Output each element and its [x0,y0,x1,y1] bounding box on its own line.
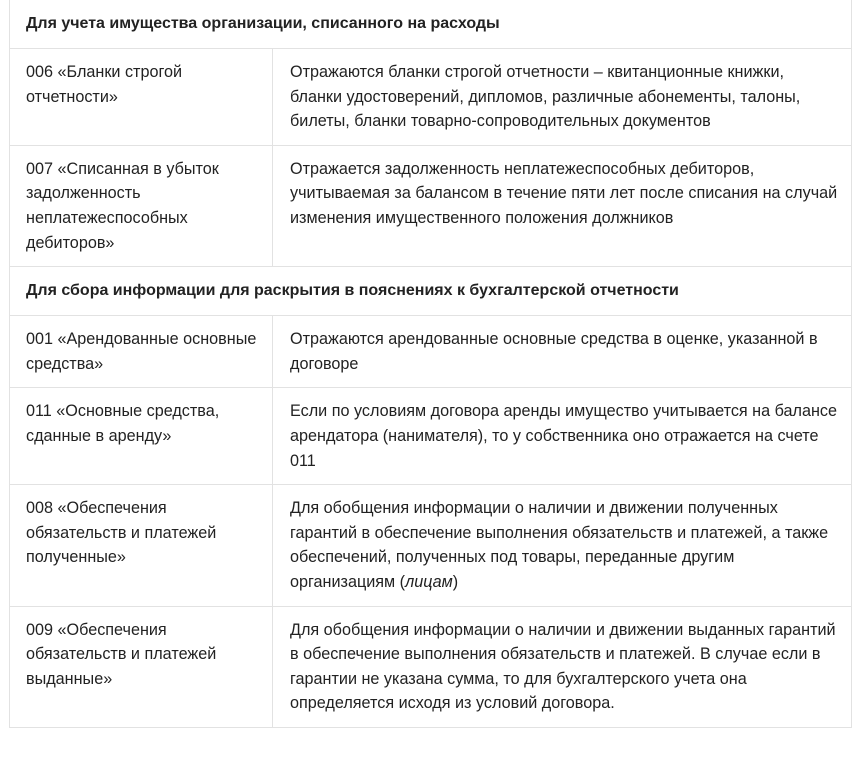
section-header-row [10,0,852,49]
section-header-row [10,267,852,316]
account-cell: 009 «Обеспечения обязательств и платежей выданные» [10,606,273,727]
section-title: Для сбора информации для раскрытия в пояснениях к бухгалтерской отчетности [10,267,852,316]
table-row [10,388,852,485]
account-cell: 001 «Арендованные основные средства» [10,316,273,388]
description-italic-text: лицам [405,572,453,591]
description-cell [273,485,852,606]
account-cell: 011 «Основные средства, сданные в аренду» [10,388,273,485]
description-text-end: ) [452,572,459,591]
section-title: Для учета имущества организации, списанного на расходы [10,0,852,49]
account-cell: 006 «Бланки строгой отчетности» [10,49,273,146]
accounts-table-container [9,0,852,728]
table-row [10,606,852,727]
table-row [10,145,852,266]
description-text: Для обобщения информации о наличии и движении полученных гарантий в обеспечение выполнения обязательств и платежей, а также обеспечений, полученных под товары, переданные другим организациям ( [290,499,829,591]
off-balance-accounts-table [9,0,852,728]
description-cell: Отражаются арендованные основные средства в оценке, указанной в договоре [273,316,852,388]
table-row [10,316,852,388]
account-cell: 007 «Списанная в убыток задолженность неплатежеспособных дебиторов» [10,145,273,266]
description-cell: Отражается задолженность неплатежеспособных дебиторов, учитываемая за балансом в течение пяти лет после списания на случай изменения имущественного положения должников [273,145,852,266]
table-row [10,49,852,146]
description-cell: Если по условиям договора аренды имущество учитывается на балансе арендатора (нанимателя), то у собственника оно отражается на счете 011 [273,388,852,485]
table-row [10,485,852,606]
description-cell: Для обобщения информации о наличии и движении выданных гарантий в обеспечение выполнения обязательств и платежей. В случае если в гарантии не указана сумма, то для бухгалтерского учета она определяется исходя из условий договора. [273,606,852,727]
description-cell: Отражаются бланки строгой отчетности – квитанционные книжки, бланки удостоверений, дипломов, различные абонементы, талоны, билеты, бланки товарно-сопроводительных документов [273,49,852,146]
account-cell: 008 «Обеспечения обязательств и платежей полученные» [10,485,273,606]
